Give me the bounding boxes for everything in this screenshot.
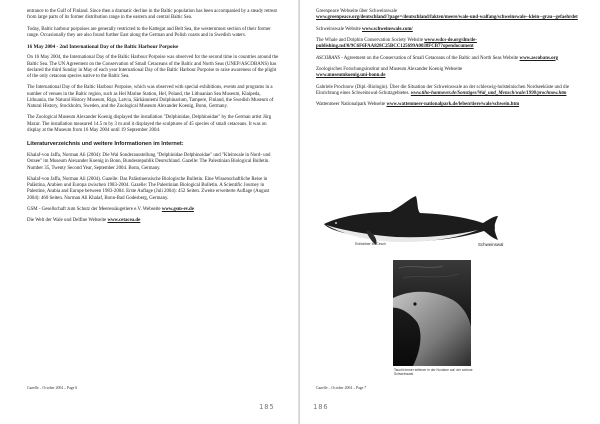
link-entry [316, 9, 578, 21]
ascobans-italic: ASCOBANS [316, 55, 340, 61]
section-heading: 16 May 2004 - 2nd International Day of the Baltic Harbour Porpoise [27, 44, 179, 51]
paragraph: Today, Baltic harbour porpoises are generally restricted to the Kattegat and Belt Sea, the westernmost section of their former range. Occasionally they are also found further East along the German and Polish coasts and in Swedish waters. [27, 26, 271, 38]
gsm-link[interactable]: www.gsm-ev.de [161, 207, 194, 212]
references-heading: Literaturverzeichnis und weitere Informationen im Internet: [27, 141, 184, 147]
link-entry [316, 27, 578, 33]
left-page [0, 0, 299, 424]
link-entry-text: Schweinswale Website [316, 26, 361, 32]
porpoise-photo-image [393, 260, 471, 366]
museumkoenig-link[interactable]: www.museumkoenig.uni-bonn.de [316, 73, 386, 79]
link-entry [316, 38, 578, 50]
tiho-link[interactable]: www.tiho-hannover.de/Sonstiges/Wal_und_Mensch/wale/1998/prochnow.htm [410, 90, 567, 96]
greenpeace-link[interactable]: www.greenpeace.org/deutschland/?page=/deutschland/fakten/meere/wale-und-walfang/schweinswale--klein--grau--gefaehrdet [316, 15, 578, 21]
left-column [27, 9, 281, 230]
link-entry-text: Zoologisches Forschungsinstitut und Museum Alexander Koenig Webseite [316, 66, 463, 72]
paragraph: The Zoological Museum Alexander Koenig displayed the installation "Delphinidae, Delphinoidae" by the German artist Jörg Mazur. The installation measured 14.5 m by 3 m and it displayed the sculptures of 45 species of small cetaceans. It was on display at the Museum from 16 May 2004 until 19 September 2004. [27, 115, 272, 133]
page-number-left: 185 [259, 403, 275, 411]
page-footer: Gazelle – October 2004 – Page 6 [27, 386, 78, 390]
schweinswale-link[interactable]: www.schweinswale.com/ [361, 26, 413, 32]
harbour-porpoise-illustration [318, 190, 500, 250]
porpoise-photo [393, 260, 471, 366]
reference: Khalaf-von Jaffa, Norman Ali (2004). Gazelle: Das Palästinensische Biologische Bulletin. Eine Wissenschaftliche Reise in Palästina, Arabien und Europa zwischen 1983-2004. Gazelle: The Palestinian Biological Bulletin. A Scientific Journey in Palestine, Arabia and Europe between 1983-2004. Erste Auflage (Juli 2004): 452 Seiten. Zweite erweiterte Auflage (August 2004): 460 Seiten. Norman Ali Khalaf, Bonn-Bad Godesberg, Germany. [27, 177, 270, 201]
link-entry [316, 85, 578, 97]
wattenmeer-link[interactable]: www.wattenmeer-nationalpark.de/leben/tiere/wale/schwein.htm [386, 102, 520, 108]
link-entry-text: - Agreement on the Conservation of Small Cetaceans of the Baltic and North Seas Website [339, 55, 519, 61]
cetacea-link[interactable]: www.cetacea.de [107, 218, 141, 224]
link-entry-text: The Whale and Dolphin Conservation Society Website [316, 37, 423, 43]
paragraph: On 16 May 2004, the International Day of the Baltic Harbour Porpoise was observed for the second time in countries around the Baltic Sea. The UN Agreement on the Conservation of Small Cetaceans of the Baltic and North Seas (UNEP/ASCOBANS) has declared the third Sunday in May of each year International Day of the Baltic Harbour Porpoise to raise awareness of the plight of the only cetacean species native to the Baltic Sea. [27, 55, 279, 79]
link-entry [316, 67, 578, 79]
photo-caption: Taucht immer seltener in der Nordsee auf: der scheue Schweinswal. [394, 368, 473, 377]
right-column [316, 9, 578, 114]
reference-text: Die Welt der Wale und Delfine Webseite [27, 218, 107, 224]
link-entry [316, 56, 578, 62]
reference [27, 207, 281, 213]
paragraph: The International Day of the Baltic Harbour Porpoise, which was observed with special exhibitions, events and programs in a number of venues in the Baltic region, such as Hel Marine Station, Hel, Poland, the Lithuanian Sea Museum, Klaipeda, Lithuania, the Natural History Museum, Riga, Latvia, Särkänniemi Dolphinarium, Tampere, Finland, the Swedish Museum of Natural History, Stockholm, Sweden, and the Zoological Museum Alexander Koenig, Bonn, Germany. [27, 85, 274, 109]
link-entry-text: Gabriele Prochnow (Dipl.-Biologin). Über die Situation der Schweinswale an der schleswig-holsteinischen Nordseeküste und die Einrichtung eines Schweinswal-Schutzgebietes. [316, 84, 570, 96]
reference [27, 218, 281, 224]
link-entry-text: Wattenmeer Nationalpark Webseite [316, 102, 386, 108]
ascobans-link[interactable]: www.ascobans.org [519, 55, 559, 61]
link-entry-text: Greenpeace Webseite über Schweinswale [316, 9, 398, 14]
reference: Khalaf-von Jaffa, Norman Ali (2004): Die Wal Sonderausstellung "Delphinidae Delphinoidae" und "Kleinwale in Nord- und Ostsee" im Museum Alexander Koenig in Bonn, Bundesrepublik Deutschland. Gazelle: The Palestinian Biological Bulletin. Number 35, Twenty Second Year, September 2004. Bonn, Germany. [27, 153, 271, 171]
illustration-credit: Rohfaltner M. Cesch [355, 242, 386, 246]
page-footer: Gazelle – October 2004 – Page 7 [316, 386, 367, 390]
wdcs-link[interactable]: www.wdcs-de.org/dm/de-publishing.nsf/0/9C6F6FAA828C25BCC125699A0038FCB7?opendocument [316, 37, 477, 50]
paragraph: entrance to the Gulf of Finland. Since then a dramatic decline in the Baltic population has been accompanied by a steady retreat from large parts of its former distribution range in the eastern and central Baltic Sea. [27, 9, 277, 21]
page-number-right: 186 [313, 403, 329, 411]
reference-text: GSM - Gesellschaft zum Schutz der Meeressäugetiere e.V. Webseite [27, 207, 161, 212]
illustration-label: Schweinswal [478, 242, 504, 247]
link-entry [316, 102, 578, 108]
